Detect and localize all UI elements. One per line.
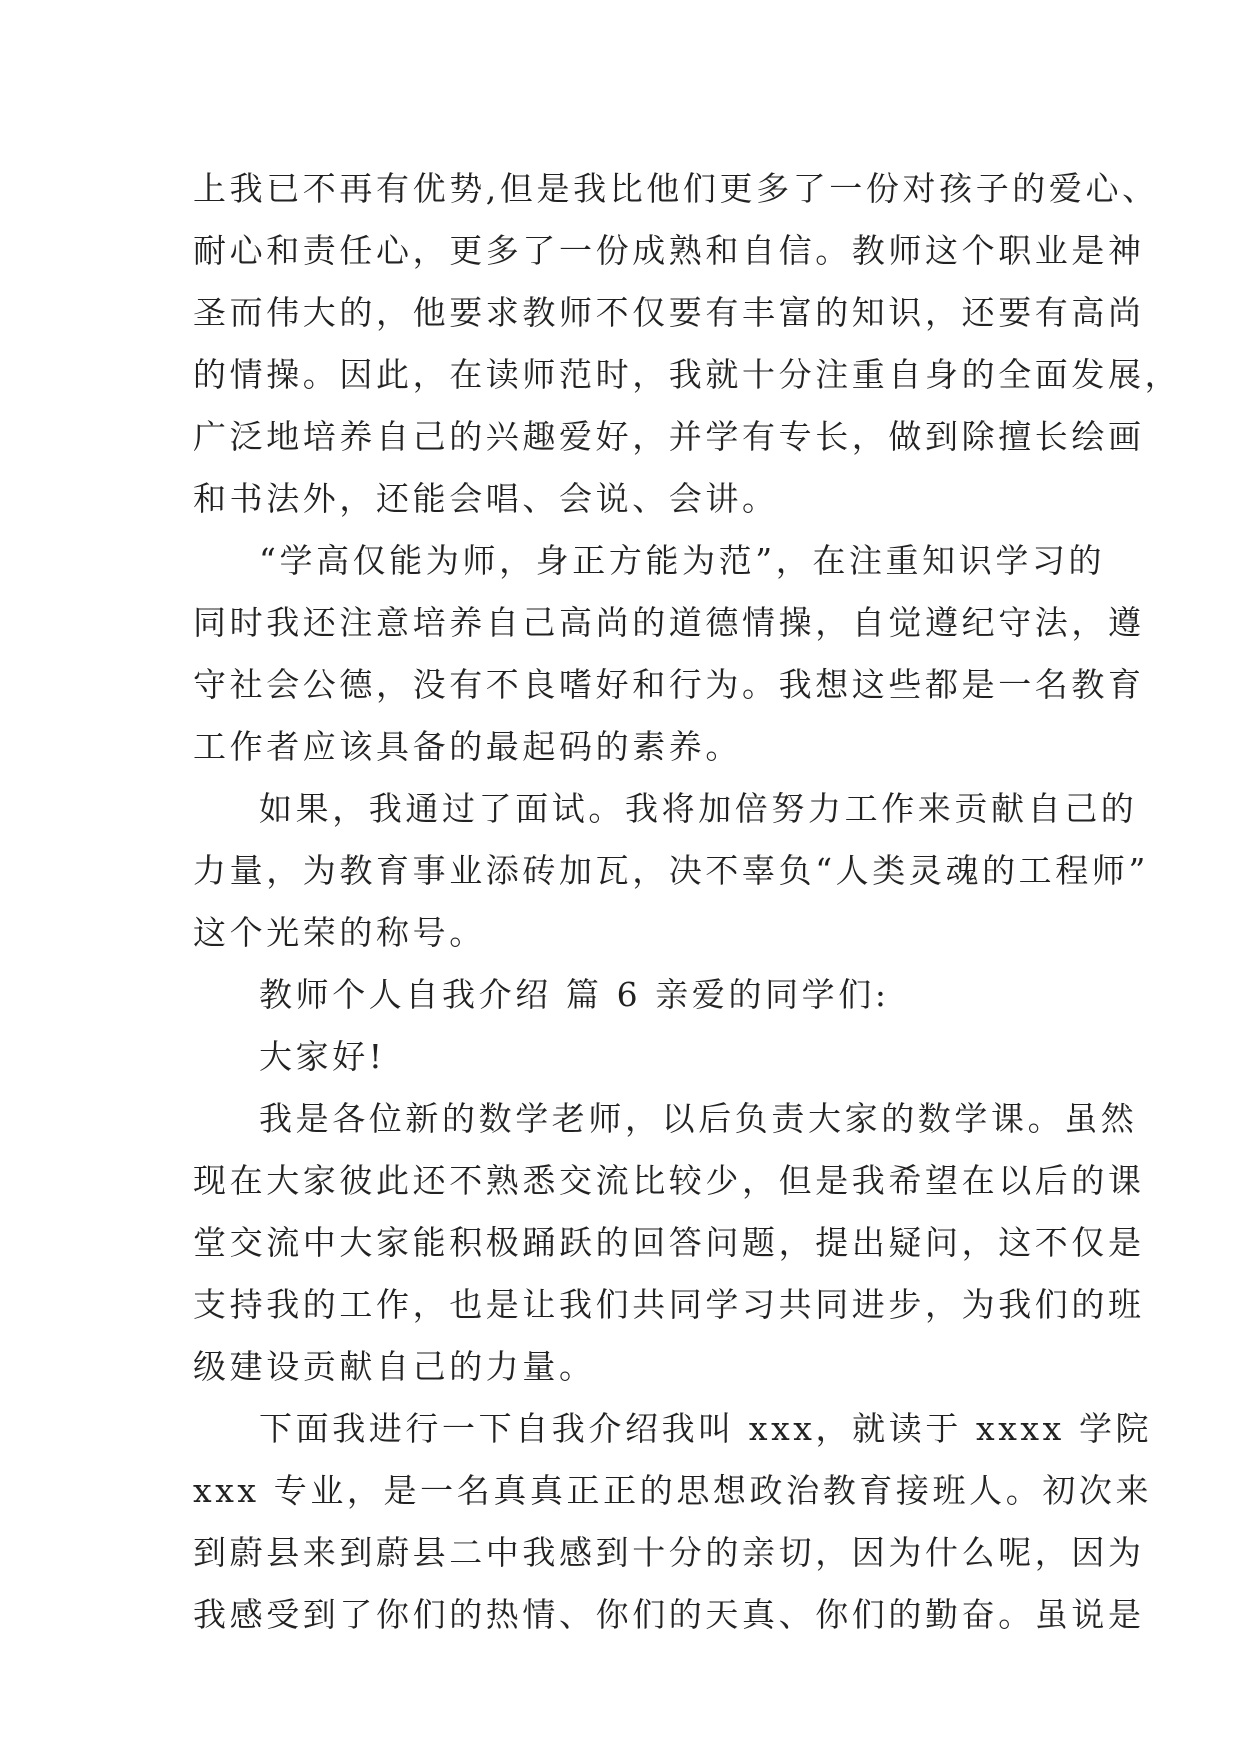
- text-line: 我感受到了你们的热情、你们的天真、你们的勤奋。虽说是: [193, 1595, 1145, 1634]
- text-line: 的情操。因此，在读师范时，我就十分注重自身的全面发展，: [193, 355, 1182, 394]
- text-line: 工作者应该具备的最起码的素养。: [193, 727, 742, 766]
- text-line: 这个光荣的称号。: [193, 913, 486, 952]
- text-line: 广泛地培养自己的兴趣爱好，并学有专长，做到除擅长绘画: [193, 417, 1145, 456]
- text-line: 同时我还注意培养自己高尚的道德情操，自觉遵纪守法，遵: [193, 603, 1145, 642]
- text-line: 支持我的工作，也是让我们共同学习共同进步，为我们的班: [193, 1285, 1145, 1324]
- text-line: 级建设贡献自己的力量。: [193, 1347, 596, 1386]
- text-line: 守社会公德，没有不良嗜好和行为。我想这些都是一名教育: [193, 665, 1145, 704]
- text-line: 教师个人自我介绍 篇 6 亲爱的同学们:: [259, 975, 890, 1014]
- text-line: 到蔚县来到蔚县二中我感到十分的亲切，因为什么呢，因为: [193, 1533, 1145, 1572]
- text-line: xxx 专业，是一名真真正正的思想政治教育接班人。初次来: [193, 1471, 1153, 1510]
- text-line: 如果，我通过了面试。我将加倍努力工作来贡献自己的: [259, 789, 1138, 828]
- text-line: 力量，为教育事业添砖加瓦，决不辜负“人类灵魂的工程师”: [193, 851, 1149, 890]
- text-line: 我是各位新的数学老师，以后负责大家的数学课。虽然: [259, 1099, 1138, 1138]
- text-line: 上我已不再有优势,但是我比他们更多了一份对孩子的爱心、: [193, 169, 1159, 208]
- text-line: 现在大家彼此还不熟悉交流比较少，但是我希望在以后的课: [193, 1161, 1145, 1200]
- text-line: “学高仅能为师，身正方能为范”，在注重知识学习的: [259, 541, 1106, 580]
- text-line: 和书法外，还能会唱、会说、会讲。: [193, 479, 779, 518]
- text-line: 圣而伟大的，他要求教师不仅要有丰富的知识，还要有高尚: [193, 293, 1145, 332]
- text-line: 大家好!: [259, 1037, 386, 1076]
- text-line: 耐心和责任心，更多了一份成熟和自信。教师这个职业是神: [193, 231, 1145, 270]
- text-line: 下面我进行一下自我介绍我叫 xxx，就读于 xxxx 学院: [259, 1409, 1153, 1448]
- document-body: [193, 158, 1182, 1646]
- text-line: 堂交流中大家能积极踊跃的回答问题，提出疑问，这不仅是: [193, 1223, 1145, 1262]
